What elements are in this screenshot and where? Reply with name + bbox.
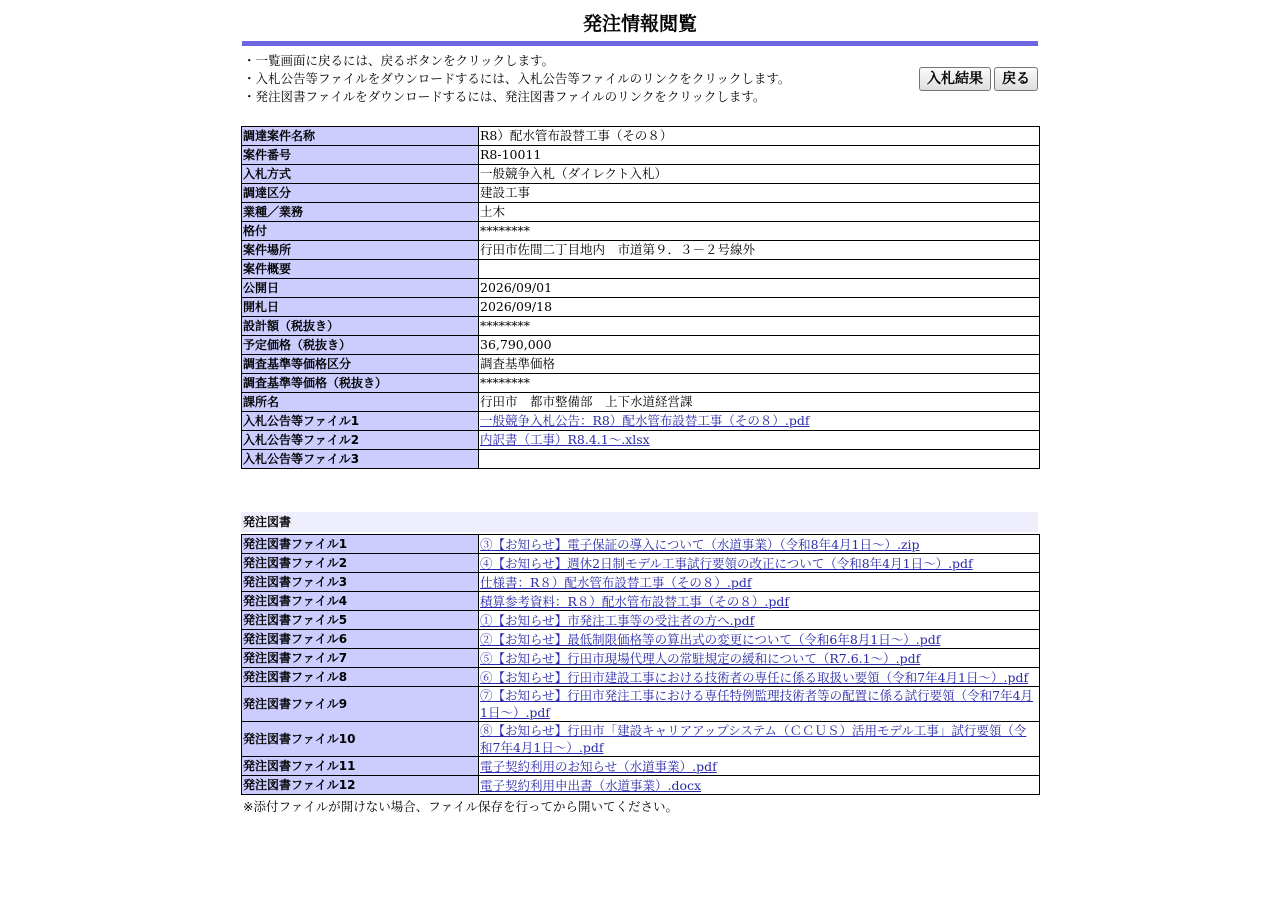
table-row bbox=[242, 146, 1040, 165]
row-label: 発注図書ファイル10 bbox=[242, 722, 479, 757]
file-link[interactable]: ②【お知らせ】最低制限価格等の算出式の変更について（令和6年8月1日～）.pdf bbox=[480, 631, 941, 647]
table-row bbox=[242, 611, 1040, 630]
table-row bbox=[242, 592, 1040, 611]
file-link[interactable]: ⑤【お知らせ】行田市現場代理人の常駐規定の緩和について（R7.6.1～）.pdf bbox=[480, 650, 921, 666]
row-value bbox=[479, 592, 1040, 611]
table-row bbox=[242, 450, 1040, 469]
file-link[interactable]: 内訳書（工事）R8.4.1～.xlsx bbox=[480, 432, 650, 447]
row-label: 発注図書ファイル8 bbox=[242, 668, 479, 687]
file-link[interactable]: 電子契約利用申出書（水道事業）.docx bbox=[480, 777, 702, 793]
page-title: 発注情報閲覧 bbox=[582, 13, 697, 35]
table-row bbox=[242, 222, 1040, 241]
row-label: 案件概要 bbox=[242, 260, 479, 279]
row-value: ******** bbox=[479, 222, 1040, 241]
row-value: 一般競争入札（ダイレクト入札） bbox=[479, 165, 1040, 184]
row-label: 入札公告等ファイル2 bbox=[242, 431, 479, 450]
row-label: 発注図書ファイル9 bbox=[242, 687, 479, 722]
row-label: 発注図書ファイル2 bbox=[242, 554, 479, 573]
table-row bbox=[242, 535, 1040, 554]
row-label: 課所名 bbox=[242, 393, 479, 412]
file-link[interactable]: ⑦【お知らせ】行田市発注工事における専任特例監理技術者等の配置に係る試行要領（令和7年4月1日～）.pdf bbox=[480, 688, 1034, 720]
table-row bbox=[242, 127, 1040, 146]
row-value bbox=[479, 668, 1040, 687]
row-value bbox=[479, 554, 1040, 573]
file-link[interactable]: 一般競争入札公告：R8）配水管布設替工事（その８）.pdf bbox=[480, 413, 810, 428]
table-row bbox=[242, 393, 1040, 412]
row-value bbox=[479, 649, 1040, 668]
row-label: 公開日 bbox=[242, 279, 479, 298]
row-label: 発注図書ファイル12 bbox=[242, 776, 479, 795]
table-row bbox=[242, 668, 1040, 687]
row-value bbox=[479, 450, 1040, 469]
file-link[interactable]: ④【お知らせ】週休2日制モデル工事試行要領の改正について（令和8年4月1日～）.pdf bbox=[480, 555, 973, 571]
row-value bbox=[479, 722, 1040, 757]
row-value bbox=[479, 611, 1040, 630]
instruction-line: ・一覧画面に戻るには、戻るボタンをクリックします。 bbox=[243, 53, 555, 68]
row-value: ******** bbox=[479, 374, 1040, 393]
details-table bbox=[241, 126, 1040, 469]
table-row bbox=[242, 687, 1040, 722]
row-value: 土木 bbox=[479, 203, 1040, 222]
table-row bbox=[242, 279, 1040, 298]
bid-results-button[interactable]: 入札結果 bbox=[919, 67, 991, 91]
row-label: 案件番号 bbox=[242, 146, 479, 165]
row-label: 発注図書ファイル6 bbox=[242, 630, 479, 649]
row-label: 発注図書ファイル3 bbox=[242, 573, 479, 592]
row-value: ******** bbox=[479, 317, 1040, 336]
file-link[interactable]: ③【お知らせ】電子保証の導入について（水道事業）（令和8年4月1日～）.zip bbox=[480, 536, 920, 552]
file-link[interactable]: ⑧【お知らせ】行田市「建設キャリアアップシステム（ＣＣＵＳ）活用モデル工事」試行要領（令和7年4月1日～）.pdf bbox=[480, 723, 1027, 755]
row-value: 36,790,000 bbox=[479, 336, 1040, 355]
table-row bbox=[242, 431, 1040, 450]
table-row bbox=[242, 203, 1040, 222]
row-value bbox=[479, 535, 1040, 554]
table-row bbox=[242, 412, 1040, 431]
row-value: R8）配水管布設替工事（その８） bbox=[479, 127, 1040, 146]
row-label: 開札日 bbox=[242, 298, 479, 317]
row-label: 発注図書ファイル1 bbox=[242, 535, 479, 554]
drawings-table bbox=[241, 534, 1040, 795]
file-link[interactable]: 仕様書：R８）配水管布設替工事（その８）.pdf bbox=[480, 574, 752, 590]
row-label: 予定価格（税抜き） bbox=[242, 336, 479, 355]
table-row bbox=[242, 757, 1040, 776]
row-label: 案件場所 bbox=[242, 241, 479, 260]
file-link[interactable]: ①【お知らせ】市発注工事等の受注者の方へ.pdf bbox=[480, 612, 755, 628]
row-value bbox=[479, 630, 1040, 649]
row-label: 設計額（税抜き） bbox=[242, 317, 479, 336]
action-buttons bbox=[919, 67, 1038, 91]
table-row bbox=[242, 317, 1040, 336]
table-row bbox=[242, 260, 1040, 279]
row-label: 発注図書ファイル11 bbox=[242, 757, 479, 776]
row-value: 2026/09/18 bbox=[479, 298, 1040, 317]
table-row bbox=[242, 241, 1040, 260]
table-row bbox=[242, 554, 1040, 573]
row-value bbox=[479, 687, 1040, 722]
row-value: R8-10011 bbox=[479, 146, 1040, 165]
footer-note: ※添付ファイルが開けない場合、ファイル保存を行ってから開いてください。 bbox=[243, 799, 678, 814]
table-row bbox=[242, 298, 1040, 317]
row-value bbox=[479, 573, 1040, 592]
row-value bbox=[479, 757, 1040, 776]
table-row bbox=[242, 722, 1040, 757]
table-row bbox=[242, 336, 1040, 355]
row-label: 業種／業務 bbox=[242, 203, 479, 222]
instructions bbox=[243, 52, 903, 106]
file-link[interactable]: 電子契約利用のお知らせ（水道事業）.pdf bbox=[480, 758, 717, 774]
row-value bbox=[479, 776, 1040, 795]
table-row bbox=[242, 776, 1040, 795]
row-value: 行田市 都市整備部 上下水道経営課 bbox=[479, 393, 1040, 412]
row-label: 入札方式 bbox=[242, 165, 479, 184]
table-row bbox=[242, 184, 1040, 203]
row-label: 発注図書ファイル4 bbox=[242, 592, 479, 611]
file-link[interactable]: ⑥【お知らせ】行田市建設工事における技術者の専任に係る取扱い要領（令和7年4月1日～）.pdf bbox=[480, 669, 1029, 685]
row-label: 調達案件名称 bbox=[242, 127, 479, 146]
table-row bbox=[242, 355, 1040, 374]
title-rule bbox=[242, 41, 1038, 46]
row-value bbox=[479, 431, 1040, 450]
row-value: 2026/09/01 bbox=[479, 279, 1040, 298]
table-row bbox=[242, 374, 1040, 393]
row-value bbox=[479, 260, 1040, 279]
row-label: 発注図書ファイル7 bbox=[242, 649, 479, 668]
row-label: 調査基準等価格（税抜き） bbox=[242, 374, 479, 393]
table-row bbox=[242, 649, 1040, 668]
file-link[interactable]: 積算参考資料：R８）配水管布設替工事（その８）.pdf bbox=[480, 593, 790, 609]
row-label: 入札公告等ファイル3 bbox=[242, 450, 479, 469]
table-row bbox=[242, 165, 1040, 184]
table-row bbox=[242, 630, 1040, 649]
row-label: 発注図書ファイル5 bbox=[242, 611, 479, 630]
row-label: 調達区分 bbox=[242, 184, 479, 203]
row-label: 調査基準等価格区分 bbox=[242, 355, 479, 374]
row-value: 建設工事 bbox=[479, 184, 1040, 203]
row-value: 行田市佐間二丁目地内 市道第９．３－２号線外 bbox=[479, 241, 1040, 260]
instruction-line: ・発注図書ファイルをダウンロードするには、発注図書ファイルのリンクをクリックします。 bbox=[243, 89, 766, 104]
row-label: 入札公告等ファイル1 bbox=[242, 412, 479, 431]
row-value bbox=[479, 412, 1040, 431]
row-label: 格付 bbox=[242, 222, 479, 241]
row-value: 調査基準価格 bbox=[479, 355, 1040, 374]
back-button[interactable]: 戻る bbox=[994, 67, 1038, 91]
table-row bbox=[242, 573, 1040, 592]
drawings-section-title: 発注図書 bbox=[241, 512, 1038, 532]
instruction-line: ・入札公告等ファイルをダウンロードするには、入札公告等ファイルのリンクをクリックします。 bbox=[243, 71, 791, 86]
